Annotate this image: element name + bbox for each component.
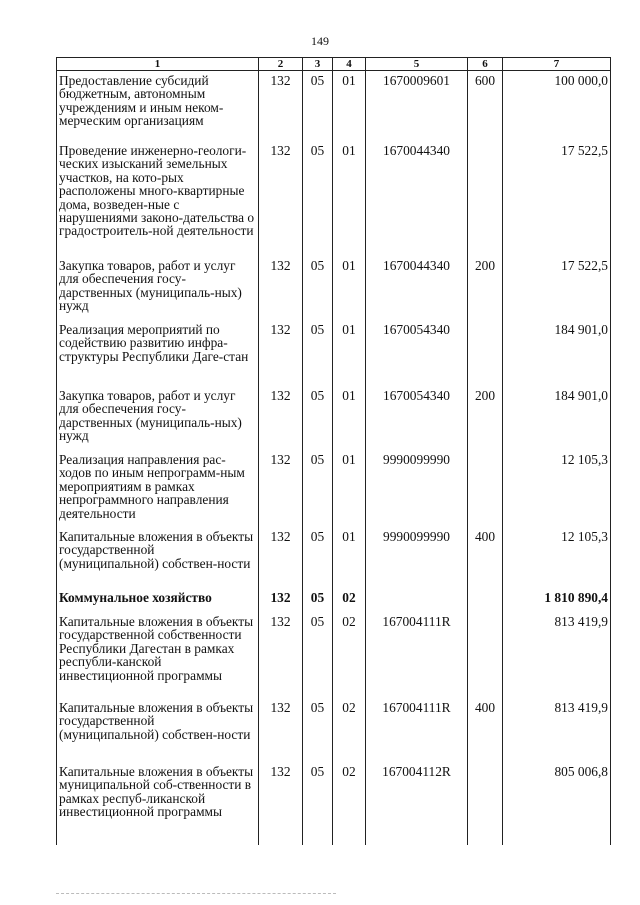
row-amount: 184 901,0 xyxy=(503,386,611,450)
row-target-article: 1670054340 xyxy=(366,320,468,386)
row-target-article: 167004112R xyxy=(366,762,468,845)
row-amount: 184 901,0 xyxy=(503,320,611,386)
row-expense-type: 200 xyxy=(468,256,503,320)
table-row xyxy=(57,386,611,450)
row-subsection-code: 02 xyxy=(333,698,366,762)
row-expense-type xyxy=(468,588,503,612)
row-expense-type: 600 xyxy=(468,71,503,142)
row-name: Капитальные вложения в объекты государственной (муниципальной) собствен-ности xyxy=(57,527,259,588)
row-amount: 12 105,3 xyxy=(503,527,611,588)
header-col-3: 3 xyxy=(303,58,333,71)
header-col-2: 2 xyxy=(259,58,303,71)
row-section-code: 05 xyxy=(303,612,333,698)
row-amount: 813 419,9 xyxy=(503,612,611,698)
row-name: Реализация мероприятий по содействию развитию инфра-структуры Республики Даге-стан xyxy=(57,320,259,386)
row-section-code: 05 xyxy=(303,588,333,612)
row-section-code: 05 xyxy=(303,762,333,845)
row-target-article: 9990099990 xyxy=(366,527,468,588)
row-ministry-code: 132 xyxy=(259,698,303,762)
row-name: Проведение инженерно-геологи-ческих изысканий земельных участков, на кото-рых расположены много-квартирные дома, возведен-ные с нарушениями законо-дательства о градостроитель-ной деятельности xyxy=(57,141,259,256)
row-section-code: 05 xyxy=(303,320,333,386)
row-ministry-code: 132 xyxy=(259,386,303,450)
row-subsection-code: 01 xyxy=(333,256,366,320)
row-subsection-code: 02 xyxy=(333,612,366,698)
row-target-article: 167004111R xyxy=(366,612,468,698)
row-ministry-code: 132 xyxy=(259,588,303,612)
row-ministry-code: 132 xyxy=(259,450,303,527)
header-col-1: 1 xyxy=(57,58,259,71)
row-target-article: 1670054340 xyxy=(366,386,468,450)
row-ministry-code: 132 xyxy=(259,320,303,386)
table-row xyxy=(57,141,611,256)
row-ministry-code: 132 xyxy=(259,762,303,845)
row-ministry-code: 132 xyxy=(259,141,303,256)
row-amount: 813 419,9 xyxy=(503,698,611,762)
row-ministry-code: 132 xyxy=(259,612,303,698)
row-name: Капитальные вложения в объекты государственной собственности Республики Дагестан в рамках республи-канской инвестиционной программы xyxy=(57,612,259,698)
row-name: Капитальные вложения в объекты государственной (муниципальной) собствен-ности xyxy=(57,698,259,762)
row-expense-type xyxy=(468,320,503,386)
header-col-4: 4 xyxy=(333,58,366,71)
table-row xyxy=(57,450,611,527)
row-expense-type: 400 xyxy=(468,698,503,762)
row-amount: 17 522,5 xyxy=(503,141,611,256)
row-section-code: 05 xyxy=(303,141,333,256)
table-row xyxy=(57,71,611,142)
row-target-article: 1670044340 xyxy=(366,256,468,320)
row-ministry-code: 132 xyxy=(259,256,303,320)
row-target-article: 9990099990 xyxy=(366,450,468,527)
row-expense-type xyxy=(468,450,503,527)
row-amount: 100 000,0 xyxy=(503,71,611,142)
row-subsection-code: 01 xyxy=(333,386,366,450)
row-target-article xyxy=(366,588,468,612)
row-subsection-code: 01 xyxy=(333,141,366,256)
budget-table xyxy=(56,57,611,845)
row-expense-type: 200 xyxy=(468,386,503,450)
row-expense-type: 400 xyxy=(468,527,503,588)
row-subsection-code: 01 xyxy=(333,320,366,386)
row-expense-type xyxy=(468,762,503,845)
row-amount: 17 522,5 xyxy=(503,256,611,320)
row-subsection-code: 02 xyxy=(333,762,366,845)
row-expense-type xyxy=(468,141,503,256)
row-section-code: 05 xyxy=(303,386,333,450)
row-amount: 12 105,3 xyxy=(503,450,611,527)
row-target-article: 1670044340 xyxy=(366,141,468,256)
row-section-code: 05 xyxy=(303,527,333,588)
row-target-article: 167004111R xyxy=(366,698,468,762)
row-amount: 1 810 890,4 xyxy=(503,588,611,612)
row-expense-type xyxy=(468,612,503,698)
table-row xyxy=(57,762,611,845)
row-subsection-code: 01 xyxy=(333,71,366,142)
row-ministry-code: 132 xyxy=(259,527,303,588)
row-name: Закупка товаров, работ и услуг для обеспечения госу-дарственных (муниципаль-ных) нужд xyxy=(57,256,259,320)
header-col-6: 6 xyxy=(468,58,503,71)
table-row xyxy=(57,527,611,588)
table-row xyxy=(57,612,611,698)
row-name: Закупка товаров, работ и услуг для обеспечения госу-дарственных (муниципаль-ных) нужд xyxy=(57,386,259,450)
header-col-7: 7 xyxy=(503,58,611,71)
header-row xyxy=(57,58,611,71)
table-row xyxy=(57,256,611,320)
row-name: Реализация направления рас-ходов по иным непрограмм-ным мероприятиям в рамках непрограммного направления деятельности xyxy=(57,450,259,527)
row-section-code: 05 xyxy=(303,71,333,142)
row-section-code: 05 xyxy=(303,256,333,320)
row-amount: 805 006,8 xyxy=(503,762,611,845)
page-number: 149 xyxy=(311,34,329,48)
table-row xyxy=(57,320,611,386)
row-ministry-code: 132 xyxy=(259,71,303,142)
row-subsection-code: 01 xyxy=(333,527,366,588)
row-subsection-code: 01 xyxy=(333,450,366,527)
page-bottom-rule xyxy=(56,893,336,894)
row-target-article: 1670009601 xyxy=(366,71,468,142)
row-name: Предоставление субсидий бюджетным, автономным учреждениям и иным неком-мерческим организациям xyxy=(57,71,259,142)
row-name: Капитальные вложения в объекты муниципальной соб-ственности в рамках респуб-ликанской инвестиционной программы xyxy=(57,762,259,845)
row-name: Коммунальное хозяйство xyxy=(57,588,259,612)
header-col-5: 5 xyxy=(366,58,468,71)
row-section-code: 05 xyxy=(303,698,333,762)
row-subsection-code: 02 xyxy=(333,588,366,612)
table-row-section-heading xyxy=(57,588,611,612)
table-row xyxy=(57,698,611,762)
row-section-code: 05 xyxy=(303,450,333,527)
